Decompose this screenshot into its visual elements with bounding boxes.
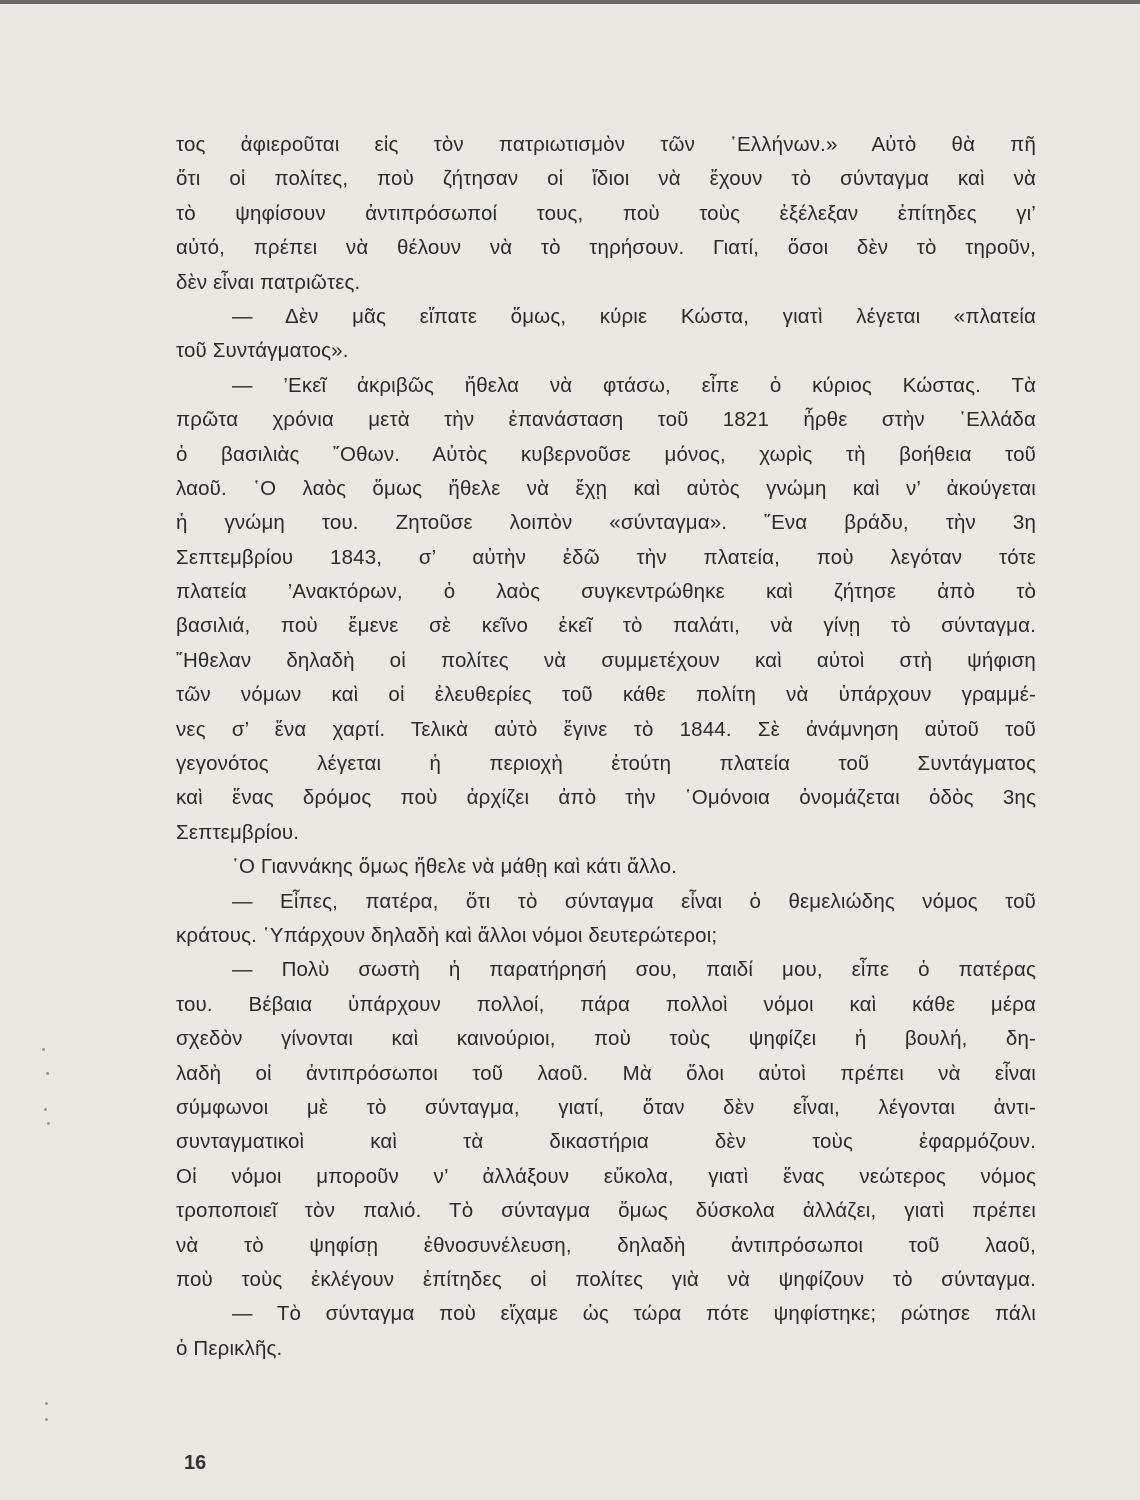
text-line: κράτους. ῾Υπάρχουν δηλαδὴ καὶ ἄλλοι νόμοι δευτερώτεροι; [176,923,718,947]
text-line: του. Βέβαια ὑπάρχουν πολλοί, πάρα πολλοὶ νόμοι καὶ κάθε μέρα [176,992,1036,1016]
text-line: καὶ ἕνας δρόμος ποὺ ἀρχίζει ἀπὸ τὴν ῾Ομόνοια ὀνομάζεται ὁδὸς 3ης [176,786,1036,810]
text-line: Σεπτεμβρίου. [176,820,300,844]
text-line: — Δὲν μᾶς εἴπατε ὅμως, κύριε Κώστα, γιατὶ λέγεται «πλατεία [232,304,1036,328]
book-text-column [176,128,1036,1366]
scan-speck [42,1048,45,1051]
text-line: νες σ’ ἕνα χαρτί. Τελικὰ αὐτὸ ἔγινε τὸ 1844. Σὲ ἀνάμνηση αὐτοῦ τοῦ [176,717,1036,741]
text-line: ὁ Περικλῆς. [176,1336,283,1360]
text-line: ῎Ηθελαν δηλαδὴ οἱ πολίτες νὰ συμμετέχουν καὶ αὐτοὶ στὴ ψήφιση [176,648,1036,672]
text-line: τῶν νόμων καὶ οἱ ἐλευθερίες τοῦ κάθε πολίτη νὰ ὑπάρχουν γραμμέ- [176,683,1036,707]
text-line: τροποποιεῖ τὸν παλιό. Τὸ σύνταγμα ὅμως δύσκολα ἀλλάζει, γιατὶ πρέπει [176,1199,1036,1223]
text-line: — Τὸ σύνταγμα ποὺ εἴχαμε ὡς τώρα πότε ψηφίστηκε; ρώτησε πάλι [232,1302,1036,1326]
scan-speck [45,1418,48,1421]
text-line: τὸ ψηφίσουν ἀντιπρόσωποί τους, ποὺ τοὺς ἐξέλεξαν ἐπίτηδες γι’ [176,201,1036,225]
text-line: βασιλιά, ποὺ ἔμενε σὲ κεῖνο ἐκεῖ τὸ παλάτι, νὰ γίνῃ τὸ σύνταγμα. [176,614,1036,638]
scan-speck [46,1072,49,1075]
text-line: σύμφωνοι μὲ τὸ σύνταγμα, γιατί, ὅταν δὲν εἶναι, λέγονται ἀντι- [176,1095,1036,1119]
page-number: 16 [184,1452,207,1474]
scan-speck [45,1402,48,1405]
scan-speck [47,1122,50,1125]
text-line: σχεδὸν γίνονται καὶ καινούριοι, ποὺ τοὺς ψηφίζει ἡ βουλή, δη- [176,1027,1036,1051]
page-top-edge [0,0,1140,4]
text-line: γεγονότος λέγεται ἡ περιοχὴ ἐτούτη πλατεία τοῦ Συντάγματος [176,752,1036,776]
text-line: ποὺ τοὺς ἐκλέγουν ἐπίτηδες οἱ πολίτες γιὰ νὰ ψηφίζουν τὸ σύνταγμα. [176,1267,1036,1291]
text-line: ῾Ο Γιαννάκης ὅμως ἤθελε νὰ μάθῃ καὶ κάτι ἄλλο. [232,855,677,879]
text-line: — Εἶπες, πατέρα, ὅτι τὸ σύνταγμα εἶναι ὁ θεμελιώδης νόμος τοῦ [232,889,1036,913]
text-line: — Πολὺ σωστὴ ἡ παρατήρησή σου, παιδί μου, εἶπε ὁ πατέρας [232,958,1036,982]
text-line: πρῶτα χρόνια μετὰ τὴν ἐπανάσταση τοῦ 1821 ἦρθε στὴν ῾Ελλάδα [176,408,1036,432]
text-line: Οἱ νόμοι μποροῦν ν’ ἀλλάξουν εὔκολα, γιατὶ ἕνας νεώτερος νόμος [176,1164,1036,1188]
text-line: ἡ γνώμη του. Ζητοῦσε λοιπὸν «σύνταγμα». ῞Ενα βράδυ, τὴν 3η [176,511,1036,535]
text-line: αὐτό, πρέπει νὰ θέλουν νὰ τὸ τηρήσουν. Γιατί, ὅσοι δὲν τὸ τηροῦν, [176,236,1036,260]
text-line: τοῦ Συντάγματος». [176,339,349,363]
text-line: ὁ βασιλιὰς ῎Οθων. Αὐτὸς κυβερνοῦσε μόνος, χωρὶς τὴ βοήθεια τοῦ [176,442,1036,466]
text-line: ὅτι οἱ πολίτες, ποὺ ζήτησαν οἱ ἴδιοι νὰ ἔχουν τὸ σύνταγμα καὶ νὰ [176,167,1036,191]
text-line: νὰ τὸ ψηφίσῃ ἐθνοσυνέλευση, δηλαδὴ ἀντιπρόσωποι τοῦ λαοῦ, [176,1233,1036,1257]
text-line: τος ἀφιεροῦται εἰς τὸν πατριωτισμὸν τῶν ῾Ελλήνων.» Αὐτὸ θὰ πῆ [176,133,1036,156]
text-line: δὲν εἶναι πατριῶτες. [176,270,361,294]
text-line: λαδὴ οἱ ἀντιπρόσωποι τοῦ λαοῦ. Μὰ ὅλοι αὐτοὶ πρέπει νὰ εἶναι [176,1061,1036,1085]
text-line: Σεπτεμβρίου 1843, σ’ αὐτὴν ἐδῶ τὴν πλατεία, ποὺ λεγόταν τότε [176,545,1036,569]
text-line: συνταγματικοὶ καὶ τὰ δικαστήρια δὲν τοὺς ἐφαρμόζουν. [176,1130,1036,1154]
scan-speck [44,1108,47,1111]
text-line: λαοῦ. ῾Ο λαὸς ὅμως ἤθελε νὰ ἔχῃ καὶ αὐτὸς γνώμη καὶ ν’ ἀκούγεται [176,476,1036,500]
text-line: πλατεία ’Ανακτόρων, ὁ λαὸς συγκεντρώθηκε καὶ ζήτησε ἀπὸ τὸ [176,580,1036,604]
text-line: — ’Εκεῖ ἀκριβῶς ἤθελα νὰ φτάσω, εἶπε ὁ κύριος Κώστας. Τὰ [232,373,1036,397]
